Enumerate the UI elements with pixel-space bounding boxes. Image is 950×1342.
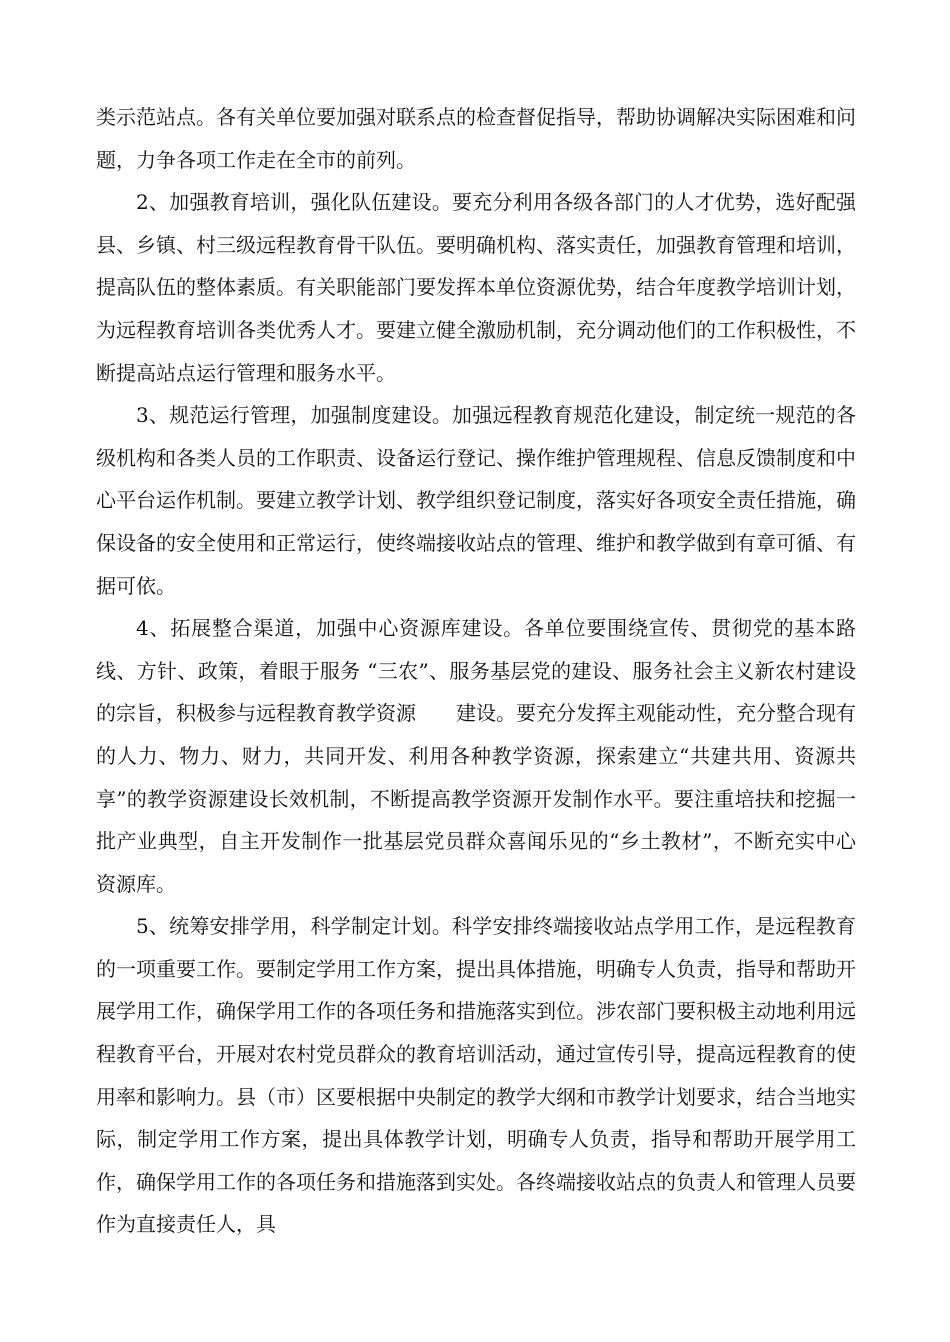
paragraph-continuation: 类示范站点。各有关单位要加强对联系点的检查督促指导，帮助协调解决实际困难和问题，力争各项工作走在全市的前列。 bbox=[96, 105, 856, 172]
paragraph-item-2: 2、加强教育培训，强化队伍建设。要充分利用各级各部门的人才优势，选好配强县、乡镇、村三级远程教育骨干队伍。要明确机构、落实责任，加强教育管理和培训，提高队伍的整体素质。有关职能部门要发挥本单位资源优势，结合年度教学培训计划，为远程教育培训各类优秀人才。要建立健全激励机制，充分调动他们的工作积极性，不断提高站点运行管理和服务水平。 bbox=[96, 190, 856, 385]
paragraph-item-5: 5、统筹安排学用，科学制定计划。科学安排终端接收站点学用工作，是远程教育的一项重要工作。要制定学用工作方案，提出具体措施，明确专人负责，指导和帮助开展学用工作，确保学用工作的各项任务和措施落实到位。涉农部门要积极主动地利用远程教育平台，开展对农村党员群众的教育培训活动，通过宣传引导，提高远程教育的使用率和影响力。县（市）区要根据中央制定的教学大纲和市教学计划要求，结合当地实际，制定学用工作方案，提出具体教学计划，明确专人负责，指导和帮助开展学用工作，确保学用工作的各项任务和措施落到实处。各终端接收站点的负责人和管理人员要作为直接责任人，具 bbox=[96, 914, 856, 1237]
paragraph-item-3: 3、规范运行管理，加强制度建设。加强远程教育规范化建设，制定统一规范的各级机构和各类人员的工作职责、设备运行登记、操作维护管理规程、信息反馈制度和中心平台运作机制。要建立教学计划、教学组织登记制度，落实好各项安全责任措施，确保设备的安全使用和正常运行，使终端接收站点的管理、维护和教学做到有章可循、有据可依。 bbox=[96, 403, 856, 598]
document-body bbox=[96, 96, 856, 1246]
paragraph-item-4: 4、拓展整合渠道，加强中心资源库建设。各单位要围绕宣传、贯彻党的基本路线、方针、政策，着眼于服务 “三农”、服务基层党的建设、服务社会主义新农村建设的宗旨，积极参与远程教育教学资源 建设。要充分发挥主观能动性，充分整合现有的人力、物力、财力，共同开发、利用各种教学资源，探索建立“共建共用、资源共享”的教学资源建设长效机制，不断提高教学资源开发制作水平。要注重培扶和挖掘一批产业典型，自主开发制作一批基层党员群众喜闻乐见的“乡土教材”，不断充实中心资源库。 bbox=[96, 616, 856, 896]
